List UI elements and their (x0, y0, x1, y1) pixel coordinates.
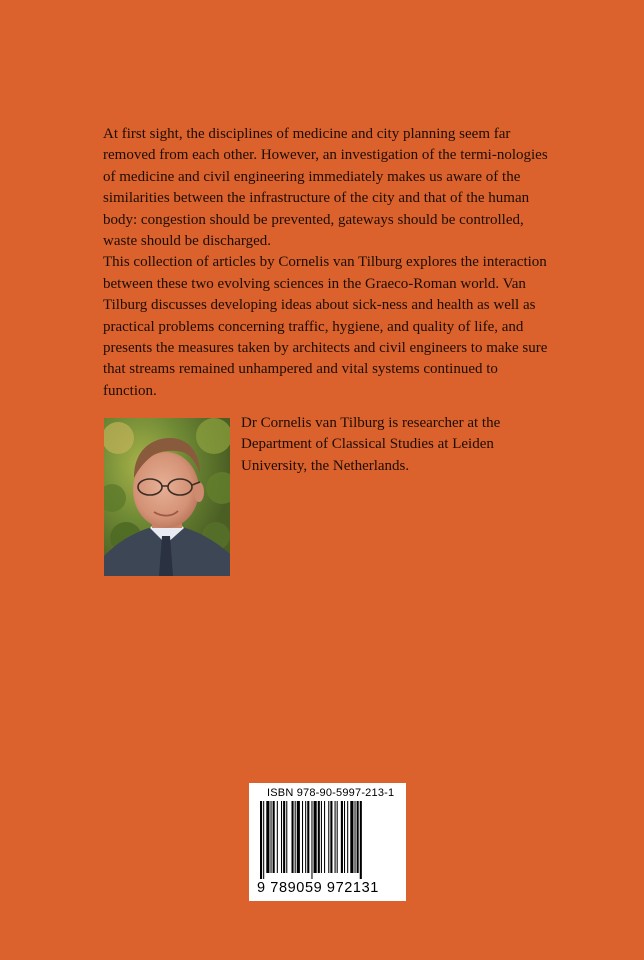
isbn-label: ISBN 978-90-5997-213-1 (267, 787, 395, 799)
author-bio: Dr Cornelis van Tilburg is researcher at the Department of Classical Studies at Leiden University, the Netherlands. (241, 415, 501, 474)
blurb (103, 124, 553, 402)
barcode-digits: 9 789059 972131 (257, 880, 379, 896)
blurb-paragraph-1: At first sight, the disciplines of medicine and city planning seem far removed from each other. However, an investigation of the termi-nologies of medicine and civil engineering immediately makes us aware of the similarities between the infrastructure of the city and that of the human body: congestion should be prevented, gateways should be controlled, waste should be discharged. (103, 126, 548, 250)
author-photo (104, 418, 230, 576)
blurb-paragraph-2: This collection of articles by Cornelis van Tilburg explores the interaction between these two evolving sciences in the Graeco-Roman world. Van Tilburg discusses developing ideas about sick-ness and health as well as practical problems concerning traffic, hygiene, and quality of life, and presents the measures taken by architects and civil engineers to make sure that streams remained unhampered and vital systems continued to function. (103, 254, 548, 399)
barcode-bars (259, 801, 396, 879)
isbn-barcode (249, 783, 406, 901)
